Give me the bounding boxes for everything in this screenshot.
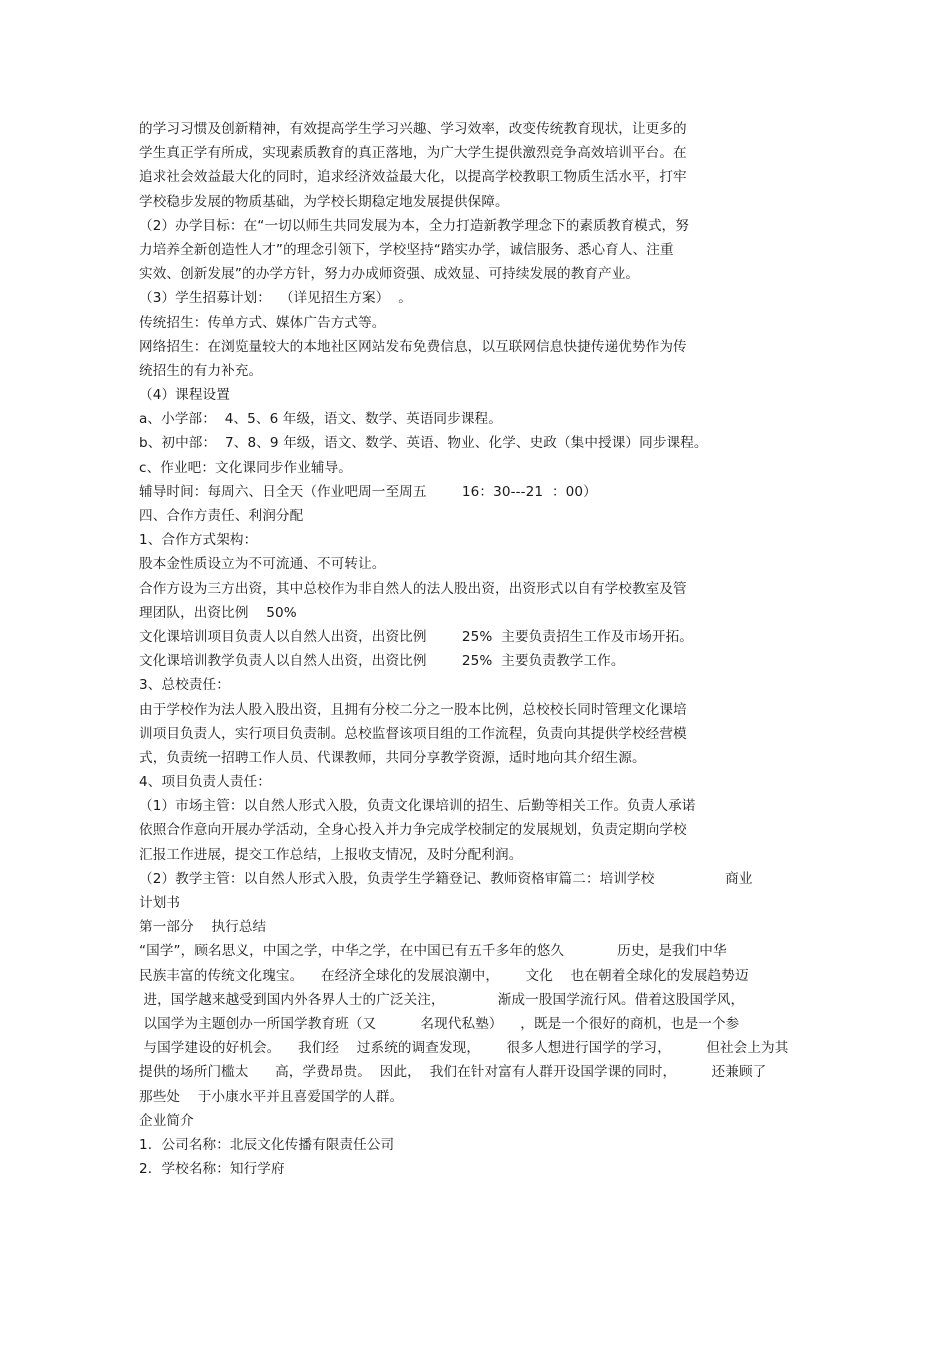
text-line: 提供的场所门槛太 高，学费昂贵。 因此， 我们在针对富有人群开设国学课的同时， 还兼顾了 bbox=[139, 1064, 767, 1081]
text-line: 文化课培训项目负责人以自然人出资，出资比例 25% 主要负责招生工作及市场开拓。 bbox=[139, 628, 694, 645]
text-line: 1、合作方式架构： bbox=[139, 532, 258, 549]
text-line: 实效、创新发展”的办学方针，努力办成师资强、成效显、可持续发展的教育产业。 bbox=[139, 266, 640, 283]
text-line: （2）教学主管：以自然人形式入股，负责学生学籍登记、教师资格审篇二：培训学校 商业 bbox=[139, 870, 753, 887]
text-line: 力培养全新创造性人才”的理念引领下，学校坚持“踏实办学，诚信服务、悉心育人、注重 bbox=[139, 241, 674, 258]
text-line: 统招生的有力补充。 bbox=[139, 362, 263, 379]
document-body bbox=[139, 117, 829, 1181]
text-line: 文化课培训教学负责人以自然人出资，出资比例 25% 主要负责教学工作。 bbox=[139, 653, 625, 670]
text-line: （3）学生招募计划： （详见招生方案） 。 bbox=[139, 290, 412, 307]
text-line: 第一部分 执行总结 bbox=[139, 919, 267, 936]
text-line: 1．公司名称：北辰文化传播有限责任公司 bbox=[139, 1136, 395, 1153]
text-line: 训项目负责人，实行项目负责制。总校监督该项目组的工作流程，负责向其提供学校经营模 bbox=[139, 725, 687, 742]
text-line: 那些处 于小康水平并且喜爱国学的人群。 bbox=[139, 1088, 404, 1105]
text-line: 网络招生：在浏览量较大的本地社区网站发布免费信息，以互联网信息快捷传递优势作为传 bbox=[139, 338, 687, 355]
text-line: 2．学校名称：知行学府 bbox=[139, 1161, 285, 1178]
text-line: a、小学部： 4、5、6 年级，语文、数学、英语同步课程。 bbox=[139, 411, 502, 428]
text-line: 追求社会效益最大化的同时，追求经济效益最大化，以提高学校教职工物质生活水平，打牢 bbox=[139, 169, 687, 186]
text-line: 辅导时间：每周六、日全天（作业吧周一至周五 16：30---21 ：00） bbox=[139, 483, 597, 500]
text-line: 企业简介 bbox=[139, 1112, 194, 1129]
text-line: 进，国学越来越受到国内外各界人士的广泛关注， 渐成一股国学流行风。借着这股国学风， bbox=[139, 991, 745, 1008]
text-line: 传统招生：传单方式、媒体广告方式等。 bbox=[139, 314, 386, 331]
text-line: 以国学为主题创办一所国学教育班（又 名现代私塾） ，既是一个很好的商机，也是一个参 bbox=[139, 1015, 740, 1032]
text-line: （1）市场主管：以自然人形式入股，负责文化课培训的招生、后勤等相关工作。负责人承诺 bbox=[139, 798, 696, 815]
text-line: c、作业吧：文化课同步作业辅导。 bbox=[139, 459, 352, 476]
text-line: 学校稳步发展的物质基础，为学校长期稳定地发展提供保障。 bbox=[139, 193, 509, 210]
text-line: “国学”，顾名思义，中国之学，中华之学，在中国已有五千多年的悠久 历史，是我们中华 bbox=[139, 943, 727, 960]
text-line: 合作方设为三方出资，其中总校作为非自然人的法人股出资，出资形式以自有学校教室及管 bbox=[139, 580, 687, 597]
text-line: b、初中部： 7、8、9 年级，语文、数学、英语、物业、化学、史政（集中授课）同步课程。 bbox=[139, 435, 708, 452]
text-line: （2）办学目标：在“一切以师生共同发展为本，全力打造新教学理念下的素质教育模式，努 bbox=[139, 217, 689, 234]
text-line: 由于学校作为法人股入股出资，且拥有分校二分之一股本比例，总校校长同时管理文化课培 bbox=[139, 701, 687, 718]
text-line: 3、总校责任： bbox=[139, 677, 230, 694]
text-line: 式，负责统一招聘工作人员、代课教师，共同分享教学资源，适时地向其介绍生源。 bbox=[139, 749, 646, 766]
text-line: 民族丰富的传统文化瑰宝。 在经济全球化的发展浪潮中， 文化 也在朝着全球化的发展趋势迈 bbox=[139, 967, 749, 984]
text-line: 的学习习惯及创新精神，有效提高学生学习兴趣、学习效率，改变传统教育现状，让更多的 bbox=[139, 121, 687, 137]
text-line: 依照合作意向开展办学活动，全身心投入并力争完成学校制定的发展规划，负责定期向学校 bbox=[139, 822, 687, 839]
text-line: 计划书 bbox=[139, 895, 181, 911]
text-line: 汇报工作进展，提交工作总结，上报收支情况，及时分配利润。 bbox=[139, 846, 523, 863]
text-line: 4、项目负责人责任： bbox=[139, 774, 271, 791]
text-line: 学生真正学有所成，实现素质教育的真正落地，为广大学生提供激烈竞争高效培训平台。在 bbox=[139, 145, 687, 162]
text-line: 理团队，出资比例 50% bbox=[139, 604, 297, 621]
text-line: 股本金性质设立为不可流通、不可转让。 bbox=[139, 556, 386, 573]
text-line: （4）课程设置 bbox=[139, 387, 230, 404]
text-line: 与国学建设的好机会。 我们经 过系统的调查发现， 很多人想进行国学的学习， 但社会上为其 bbox=[139, 1040, 789, 1057]
text-line: 四、合作方责任、利润分配 bbox=[139, 508, 304, 524]
